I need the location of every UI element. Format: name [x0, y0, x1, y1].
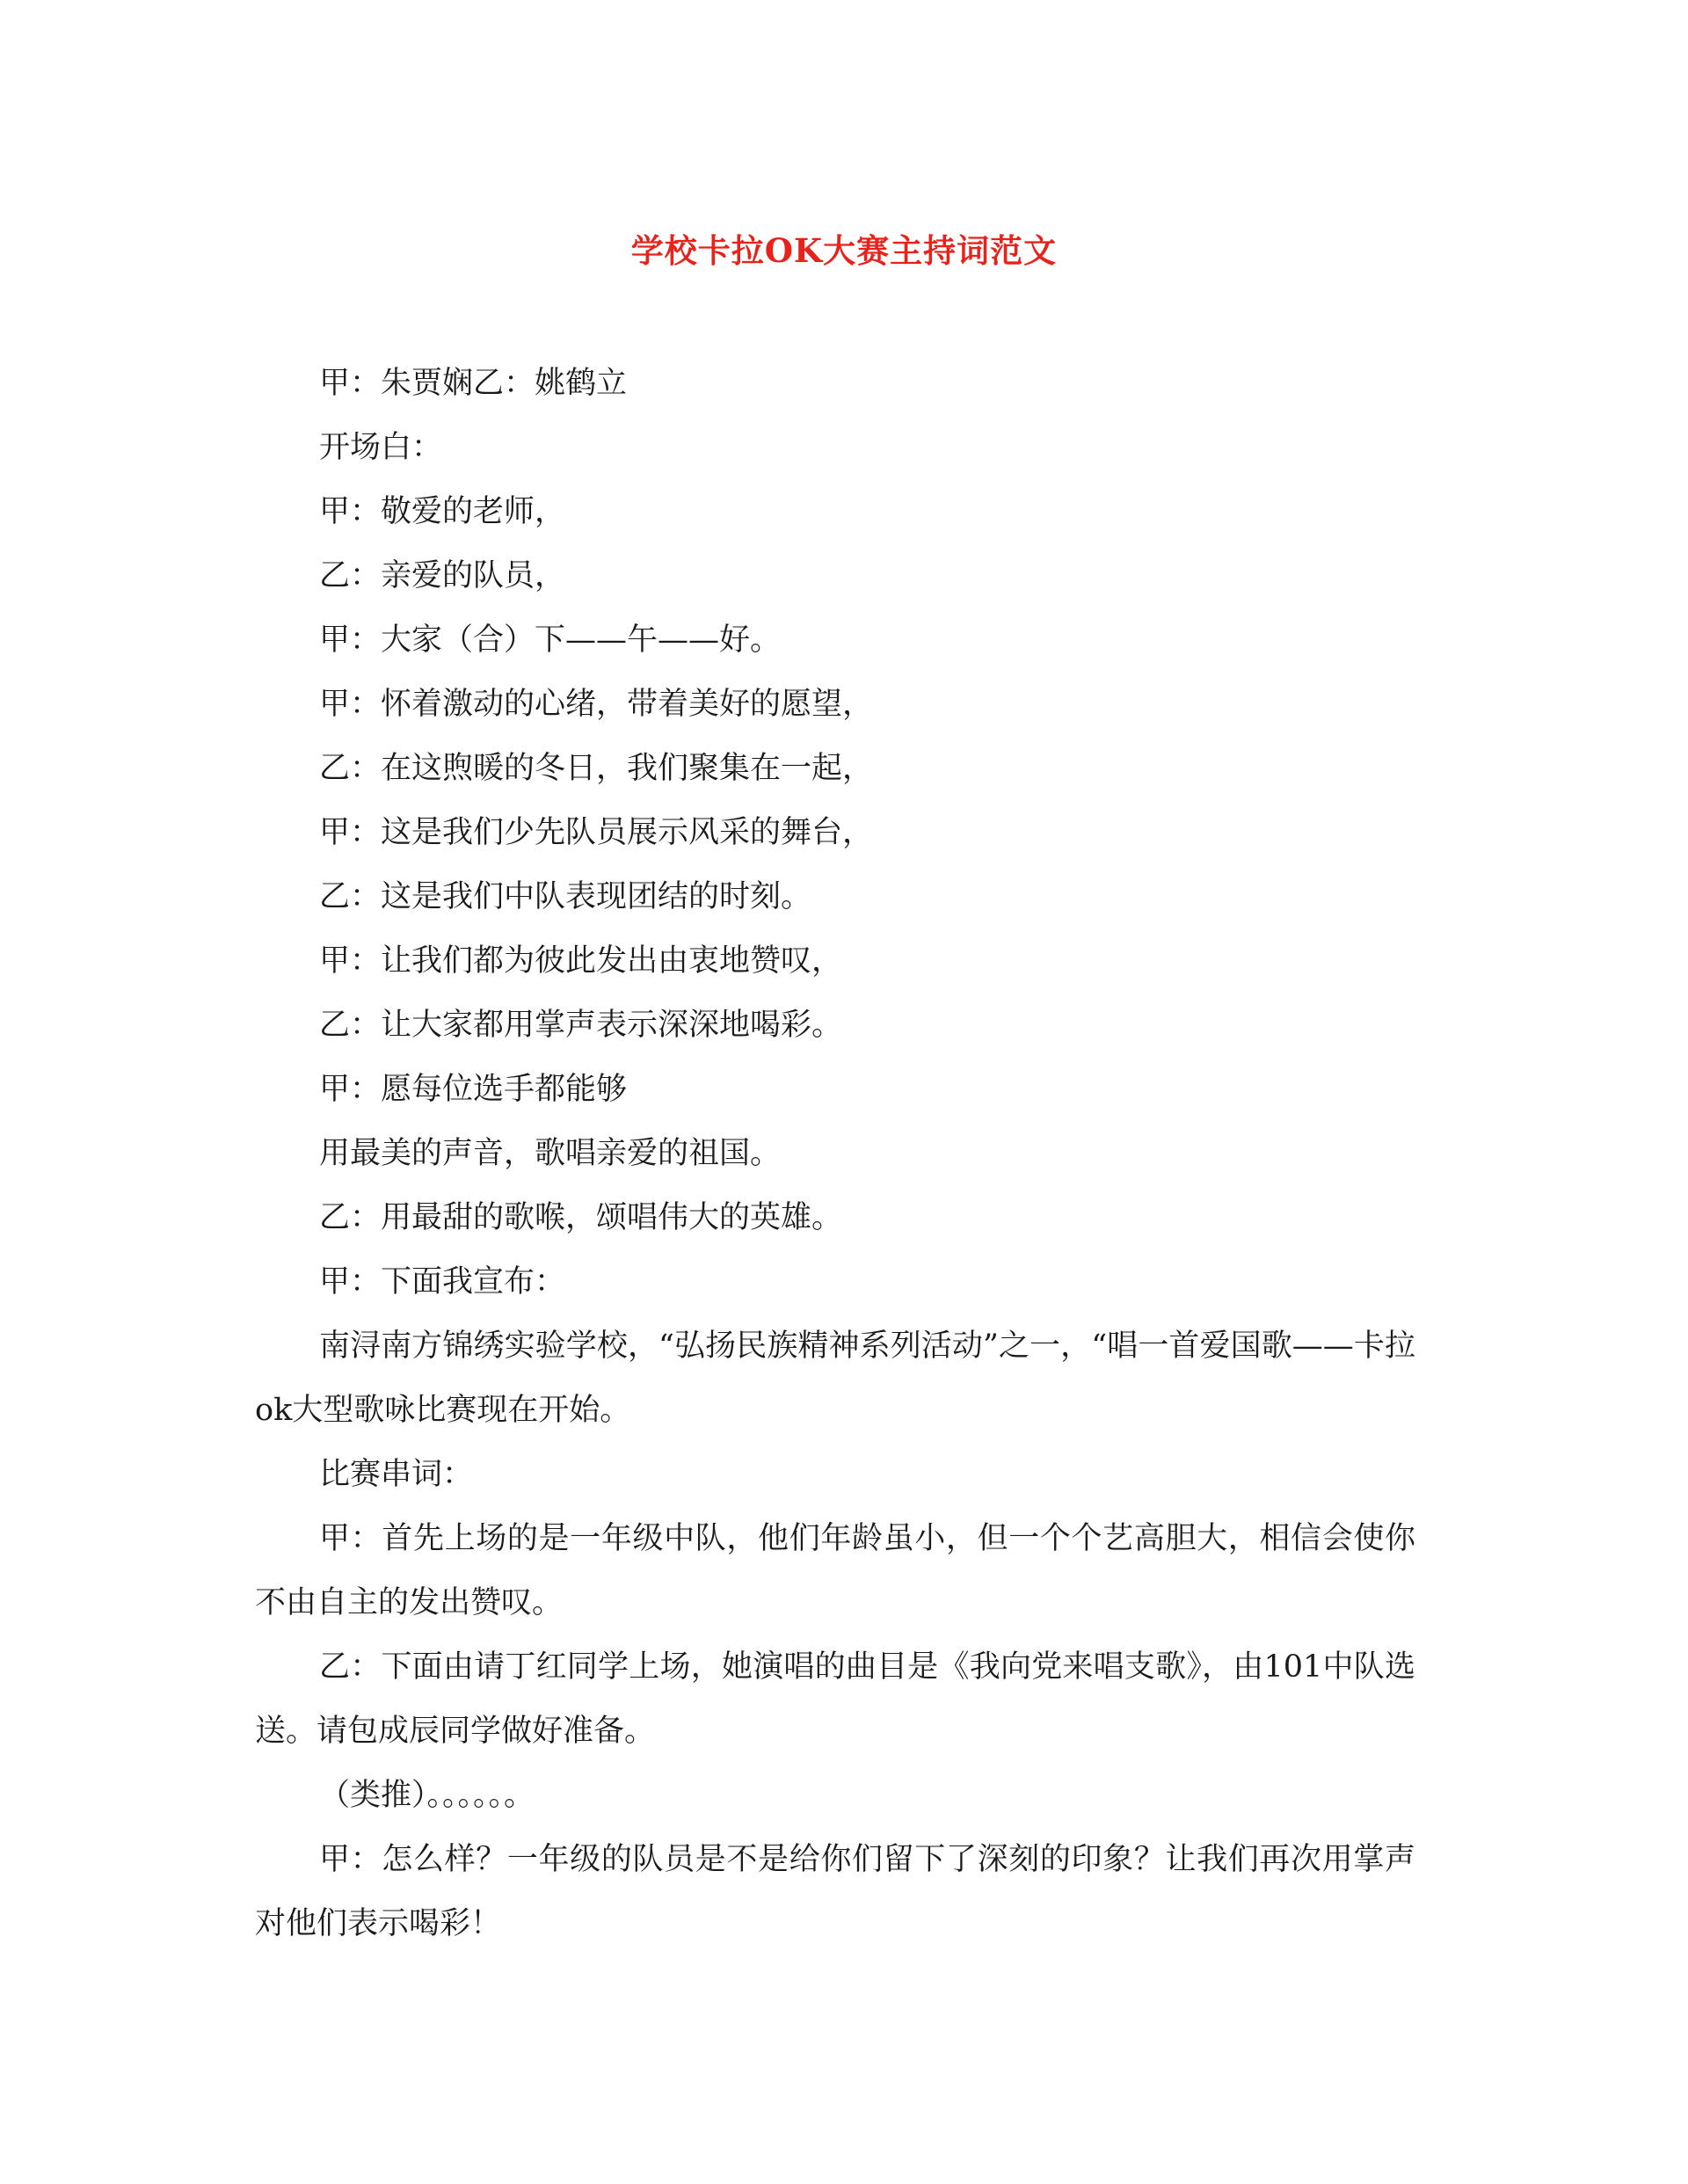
paragraph: 甲：朱贾娴乙：姚鹤立	[319, 366, 628, 401]
paragraph: 甲：敬爱的老师，	[319, 494, 566, 529]
paragraph: 甲：大家（合）下——午——好。	[319, 622, 782, 658]
paragraph: 乙：在这煦暖的冬日，我们聚集在一起，	[319, 751, 874, 786]
paragraph: 乙：亲爱的队员，	[319, 558, 566, 593]
paragraph: 乙：用最甜的歌喉，颂唱伟大的英雄。	[319, 1200, 843, 1235]
paragraph: 甲：怀着激动的心绪，带着美好的愿望，	[319, 687, 874, 722]
paragraph: 乙：让大家都用掌声表示深深地喝彩。	[319, 1008, 843, 1043]
paragraph: 甲：怎么样？一年级的队员是不是给你们留下了深刻的印象？让我们再次用掌声对他们表示喝彩！	[255, 1842, 1415, 1941]
paragraph: 比赛串词：	[319, 1457, 474, 1492]
paragraph: 乙：下面由请丁红同学上场，她演唱的曲目是《我向党来唱支歌》，由101中队选送。请包成辰同学做好准备。	[255, 1649, 1415, 1749]
paragraph: （类推）。。。。。。	[319, 1778, 535, 1813]
paragraph: 用最美的声音，歌唱亲爱的祖国。	[319, 1136, 782, 1171]
paragraph: 甲：让我们都为彼此发出由衷地赞叹，	[319, 943, 843, 979]
paragraph: 甲：下面我宣布：	[319, 1264, 566, 1299]
document-body	[255, 352, 1415, 1956]
paragraph: 乙：这是我们中队表现团结的时刻。	[319, 879, 812, 914]
paragraph: 南浔南方锦绣实验学校，“弘扬民族精神系列活动”之一，“唱一首爱国歌——卡拉ok大型歌咏比赛现在开始。	[255, 1329, 1415, 1428]
paragraph: 甲：愿每位选手都能够	[319, 1072, 628, 1107]
paragraph: 甲：首先上场的是一年级中队，他们年龄虽小，但一个个艺高胆大，相信会使你不由自主的发出赞叹。	[255, 1521, 1415, 1620]
paragraph: 甲：这是我们少先队员展示风采的舞台，	[319, 815, 874, 850]
document-title: 学校卡拉OK大赛主持词范文	[630, 231, 1058, 270]
paragraph: 开场白：	[319, 430, 443, 465]
